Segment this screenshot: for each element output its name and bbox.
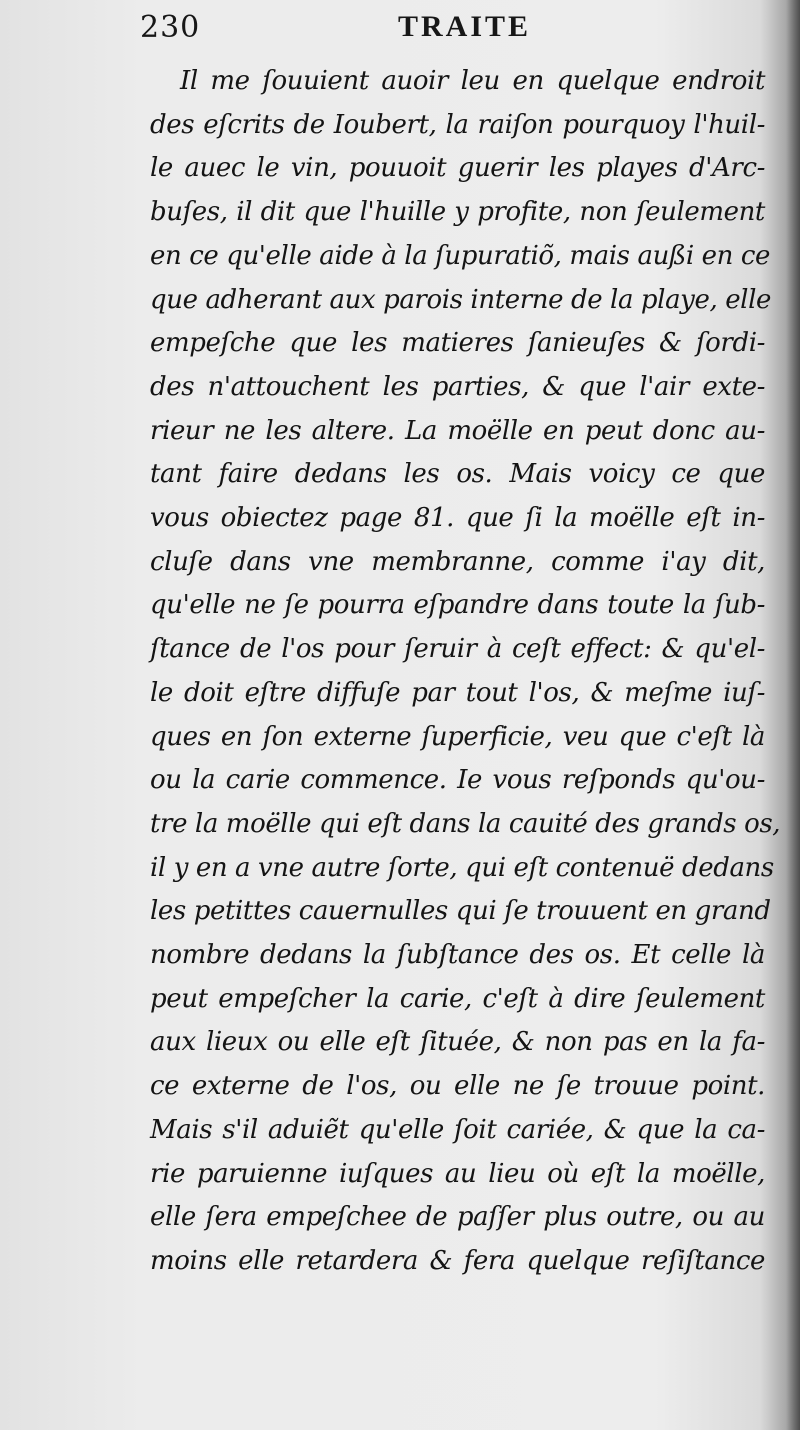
text-line: nombre dedans la ſubſtance des os. Et celle là — [150, 940, 765, 971]
text-line: buſes, il dit que l'huille y profite, non ſeulement — [150, 197, 765, 228]
text-line: que adherant aux parois interne de la playe, elle — [150, 284, 771, 315]
text-line: rie paruienne iuſques au lieu où eſt la moëlle, — [150, 1158, 765, 1189]
text-line: ſtance de l'os pour ſeruir à ceſt effect: & qu'el- — [150, 634, 765, 665]
text-line: cluſe dans vne membranne, comme i'ay dit, — [150, 546, 765, 577]
text-line: le doit eſtre diffuſe par tout l'os, & meſme iuſ- — [150, 677, 765, 708]
text-line: elle ſera empeſchee de paſſer plus outre, ou au — [150, 1202, 765, 1233]
text-line: rieur ne les altere. La moëlle en peut donc au- — [150, 415, 765, 446]
text-line: peut empeſcher la carie, c'eſt à dire ſeulement — [150, 983, 765, 1014]
text-line: les petittes cauernulles qui ſe trouuent en grand — [150, 896, 771, 927]
text-line: tre la moëlle qui eſt dans la cauité des grands os, — [150, 808, 781, 839]
text-line: en ce qu'elle aide à la ſupuratiõ, mais außi en ce — [150, 240, 771, 271]
text-line: il y en a vne autre ſorte, qui eſt contenuë dedans — [150, 852, 774, 883]
text-line: tant faire dedans les os. Mais voicy ce que — [150, 459, 765, 490]
text-line: vous obiectez page 81. que ſi la moëlle eſt in- — [150, 503, 765, 534]
body-text — [150, 60, 781, 1284]
page-number: 230 — [140, 10, 201, 45]
text-line: moins elle retardera & fera quelque reſiſtance — [150, 1245, 765, 1276]
text-line: ques en ſon externe ſuperficie, veu que c'eſt là — [150, 721, 765, 752]
text-line: aux lieux ou elle eſt ſituée, & non pas en la fa- — [150, 1027, 765, 1058]
text-line: des n'attouchent les parties, & que l'air exte- — [150, 371, 765, 402]
text-line: des eſcrits de Ioubert, la raiſon pourquoy l'huil- — [150, 109, 765, 140]
text-line: Mais s'il aduiẽt qu'elle ſoit cariée, & que la ca- — [150, 1114, 765, 1145]
running-head: TRAITE — [398, 10, 532, 43]
text-line: qu'elle ne ſe pourra eſpandre dans toute la ſub- — [150, 590, 765, 621]
text-line: ce externe de l'os, ou elle ne ſe trouue point. — [150, 1071, 765, 1102]
text-line: le auec le vin, pouuoit guerir les playes d'Arc- — [150, 153, 765, 184]
page-gutter-shadow — [786, 0, 800, 1430]
page-header — [140, 10, 770, 50]
text-line: ou la carie commence. Ie vous reſponds qu'ou- — [150, 765, 765, 796]
text-line: empeſche que les matieres ſanieuſes & ſordi- — [150, 328, 765, 359]
text-line: Il me ſouuient auoir leu en quelque endroit — [180, 66, 765, 96]
